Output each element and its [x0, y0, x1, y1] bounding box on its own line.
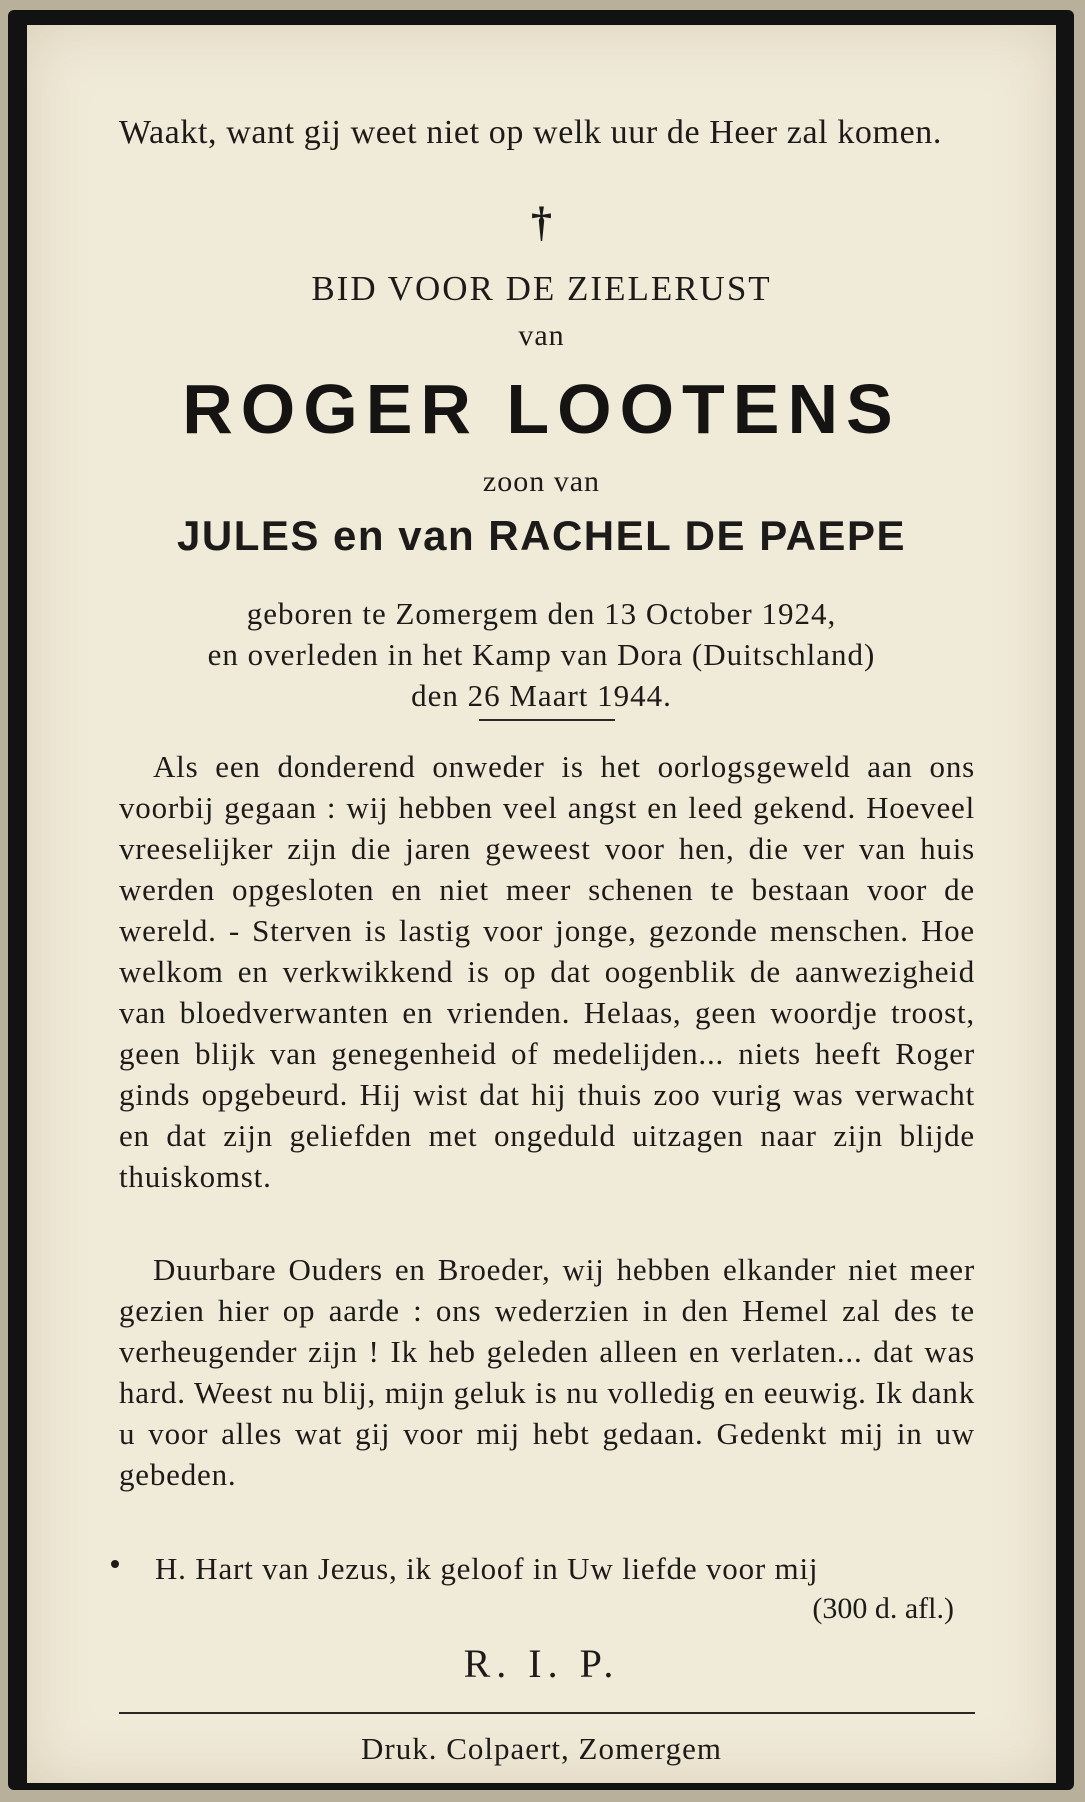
parents-names: JULES en van RACHEL DE PAEPE — [177, 512, 906, 559]
rip-text: R. I. P. — [463, 1641, 620, 1686]
deceased-name: ROGER LOOTENS — [182, 370, 901, 448]
death-date-line: den 26 Maart 1944. — [411, 678, 672, 713]
separator-line — [479, 719, 615, 721]
birth-line: geboren te Zomergem den 13 October 1924, — [246, 596, 837, 631]
printer-credit: Druk. Colpaert, Zomergem — [361, 1731, 722, 1766]
memorial-paragraph-1: Als een donderend onweder is het oorlogsgeweld aan ons voorbij gegaan : wij hebben veel angst en leed gekend. Hoeveel vreeselijker zijn die jaren geweest voor hen, die ver van huis werden opgesloten en niet meer schenen te bestaan voor de wereld. - Sterven is lastig voor jonge, gezonde menschen. Hoe welkom en verkwikkend is op dat oogenblik de aanwezigheid van bloedverwanten en vrienden. Helaas, geen woordje troost, geen blijk van genegenheid of medelijden... niets heeft Roger ginds opgebeurd. Hij wist dat hij thuis zoo vurig was verwacht en dat zijn geliefden met ongeduld uitzagen naar zijn blijde thuiskomst. — [119, 749, 975, 1194]
bible-motto: Waakt, want gij weet niet op welk uur de Heer zal komen. — [119, 114, 942, 151]
prayer-heading: BID VOOR DE ZIELERUST — [311, 269, 772, 308]
death-line: en overleden in het Kamp van Dora (Duitschland) — [207, 637, 876, 672]
bullet-dot — [111, 1560, 119, 1568]
van-line: van — [518, 319, 565, 352]
son-of-line: zoon van — [482, 465, 601, 498]
memorial-paragraph-2: Duurbare Ouders en Broeder, wij hebben elkander niet meer gezien hier op aarde : ons wederzien in den Hemel zal des te verheugender zijn ! Ik heb geleden alleen en verlaten... dat was hard. Weest nu blij, mijn geluk is nu volledig en eeuwig. Ik dank u voor alles wat gij voor mij hebt gedaan. Gedenkt mij in uw gebeden. — [119, 1252, 975, 1492]
invocation-line: H. Hart van Jezus, ik geloof in Uw liefde voor mij — [155, 1551, 819, 1586]
memorial-card — [8, 10, 1074, 1790]
indulgence-note: (300 d. afl.) — [812, 1592, 954, 1625]
footer-rule — [119, 1712, 975, 1714]
cross-icon: † — [531, 200, 552, 246]
card-paper — [27, 25, 1056, 1783]
life-dates — [27, 593, 1056, 716]
